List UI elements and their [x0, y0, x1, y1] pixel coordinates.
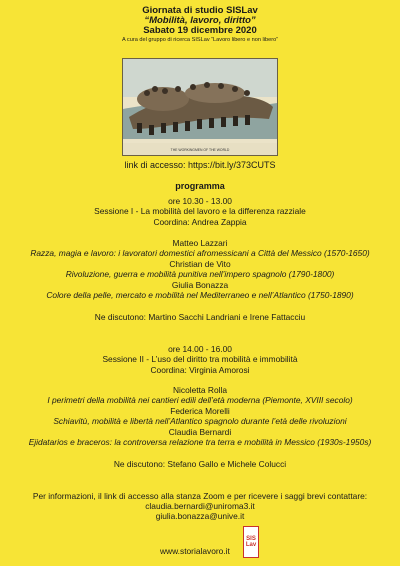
logo-text-top: SIS: [246, 535, 256, 542]
session-2-time: ore 14.00 - 16.00: [168, 344, 232, 354]
access-link[interactable]: link di accesso: https://bit.ly/373CUTS: [124, 160, 276, 170]
session-1-time: ore 10.30 - 13.00: [168, 196, 232, 206]
contact-email-2[interactable]: giulia.bonazza@unive.it: [155, 511, 245, 522]
event-date: Sabato 19 dicembre 2020: [143, 25, 257, 36]
contact-text: Per informazioni, il link di accesso alla stanza Zoom e per ricevere i saggi brevi contattare:: [32, 491, 368, 501]
contact-email-1[interactable]: claudia.bernardi@uniroma3.it: [145, 501, 255, 512]
logo-text-bottom: Lav: [245, 542, 257, 548]
event-title: Giornata di studio SISLav: [142, 5, 258, 16]
cartoon-image: [123, 59, 277, 155]
talk-title: Schiavitù, mobilità e libertà nell’Atlantico spagnolo durante l’età delle rivoluzioni: [53, 416, 347, 427]
event-subtitle: “Mobilità, lavoro, diritto”: [144, 15, 256, 26]
session-1-title: Sessione I - La mobilità del lavoro e la differenza razziale: [94, 206, 306, 217]
session-2-discussants: Ne discutono: Stefano Gallo e Michele Colucci: [113, 459, 287, 469]
session-2-chair: Coordina: Virginia Amorosi: [150, 364, 250, 375]
talk-title: Rivoluzione, guerra e mobilità punitiva nell’impero spagnolo (1790-1800): [65, 269, 335, 280]
talk-speaker: Federica Morelli: [170, 405, 230, 416]
cartoon-caption: THE WORKINGMEN OF THE WORLD: [170, 148, 230, 152]
session-1-talks: [0, 238, 400, 300]
session-1-chair: Coordina: Andrea Zappia: [153, 216, 247, 227]
talk-title: Colore della pelle, mercato e mobilità nel Mediterraneo e nell’Atlantico (1750-1890): [46, 290, 354, 301]
contact-info: [0, 491, 400, 522]
talk-speaker: Claudia Bernardi: [168, 426, 232, 437]
cartoon-illustration: [122, 58, 278, 156]
session-2-header: [0, 344, 400, 375]
talk-title: Ejidatarios e braceros: la controversa relazione tra terra e mobilità in Messico (1930s-1950s): [28, 437, 372, 448]
talk-title: I perimetri della mobilità nei cantieri edili dell’età moderna (Piemonte, XVIII secolo): [47, 395, 353, 406]
session-1-header: [0, 196, 400, 227]
session-2-talks: [0, 385, 400, 447]
talk-speaker: Christian de Vito: [169, 258, 231, 269]
organizer-line: A cura del gruppo di ricerca SISLav “Lavoro libero e non libero”: [121, 37, 279, 43]
talk-speaker: Nicoletta Rolla: [173, 385, 227, 395]
program-heading: programma: [175, 181, 225, 191]
talk-title: Razza, magia e lavoro: i lavoratori domestici afromessicani a Città del Messico (1570-1650): [30, 248, 370, 259]
website-link[interactable]: www.storialavoro.it: [160, 546, 230, 556]
talk-speaker: Matteo Lazzari: [172, 238, 228, 248]
header: [0, 6, 400, 44]
session-1-discussants: Ne discutono: Martino Sacchi Landriani e Irene Fattacciu: [94, 312, 306, 322]
session-2-title: Sessione II - L’uso del diritto tra mobilità e immobilità: [102, 354, 298, 365]
sislav-logo: [243, 526, 259, 558]
talk-speaker: Giulia Bonazza: [171, 279, 229, 290]
